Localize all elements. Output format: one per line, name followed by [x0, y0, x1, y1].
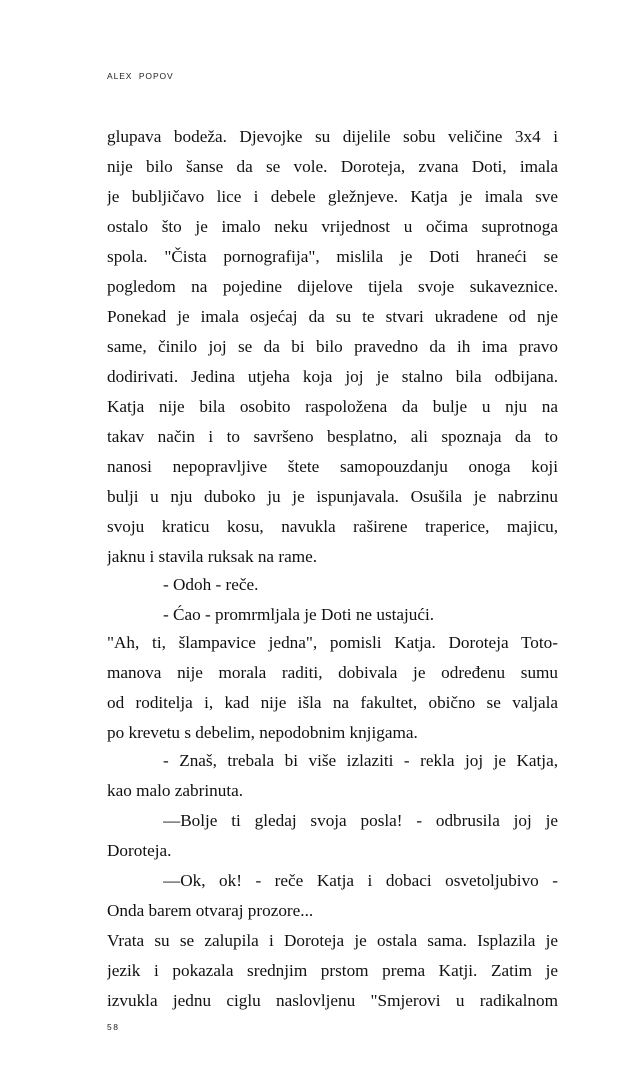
text-line: nije bilo šanse da se vole. Doroteja, zvana Doti, imala — [107, 157, 558, 176]
text-line: po krevetu s debelim, nepodobnim knjigama. — [107, 723, 418, 742]
dialogue-line: —Bolje ti gledaj svoja posla! - odbrusila joj je — [163, 811, 558, 830]
page-number: 58 — [107, 1022, 120, 1032]
dialogue-line: - Ćao - promrmljala je Doti ne ustajući. — [163, 605, 435, 624]
text-line: jezik i pokazala srednjim prstom prema Katji. Zatim je — [107, 961, 558, 980]
text-line: Onda barem otvaraj prozore... — [107, 901, 314, 920]
text-line: nanosi nepopravljive štete samopouzdanju onoga koji — [107, 457, 558, 476]
text-line: je bubljičavo lice i debele gležnjeve. Katja je imala sve — [107, 187, 558, 206]
text-line: ostalo što je imalo neku vrijednost u očima suprotnoga — [107, 217, 558, 236]
running-head: ALEX POPOV — [107, 71, 174, 81]
text-line: bulji u nju duboko ju je ispunjavala. Osušila je nabrzinu — [107, 487, 558, 506]
text-line: od roditelja i, kad nije išla na fakultet, obično se valjala — [107, 693, 558, 712]
text-line: pogledom na pojedine dijelove tijela svoje sukaveznice. — [107, 277, 558, 296]
text-line: Ponekad je imala osjećaj da su te stvari ukradene od nje — [107, 307, 558, 326]
text-line: manova nije morala raditi, dobivala je određenu sumu — [107, 663, 558, 682]
text-line: spola. "Čista pornografija", mislila je Doti hraneći se — [107, 247, 558, 266]
text-line: Katja nije bila osobito raspoložena da bulje u nju na — [107, 397, 558, 416]
text-line: same, činilo joj se da bi bilo pravedno da ih ima pravo — [107, 337, 558, 356]
text-line: Vrata su se zalupila i Doroteja je ostala sama. Isplazila je — [107, 931, 558, 950]
text-line: kao malo zabrinuta. — [107, 781, 244, 800]
dialogue-line: - Odoh - reče. — [163, 575, 259, 594]
dialogue-line: —Ok, ok! - reče Katja i dobaci osvetoljubivo - — [163, 871, 558, 890]
text-line: izvukla jednu ciglu naslovljenu "Smjerovi u radikalnom — [107, 991, 558, 1010]
text-line: dodirivati. Jedina utjeha koja joj je stalno bila odbijana. — [107, 367, 558, 386]
text-line: takav način i to savršeno besplatno, ali spoznaja da to — [107, 427, 558, 446]
text-line: "Ah, ti, šlampavice jedna", pomisli Katja. Doroteja Toto- — [107, 633, 558, 652]
text-line: svoju kraticu kosu, navukla raširene traperice, majicu, — [107, 517, 558, 536]
dialogue-line: - Znaš, trebala bi više izlaziti - rekla joj je Katja, — [163, 751, 558, 770]
text-line: Doroteja. — [107, 841, 172, 860]
text-line: glupava bodeža. Djevojke su dijelile sobu veličine 3x4 i — [107, 127, 558, 146]
text-line: jaknu i stavila ruksak na rame. — [107, 547, 318, 566]
